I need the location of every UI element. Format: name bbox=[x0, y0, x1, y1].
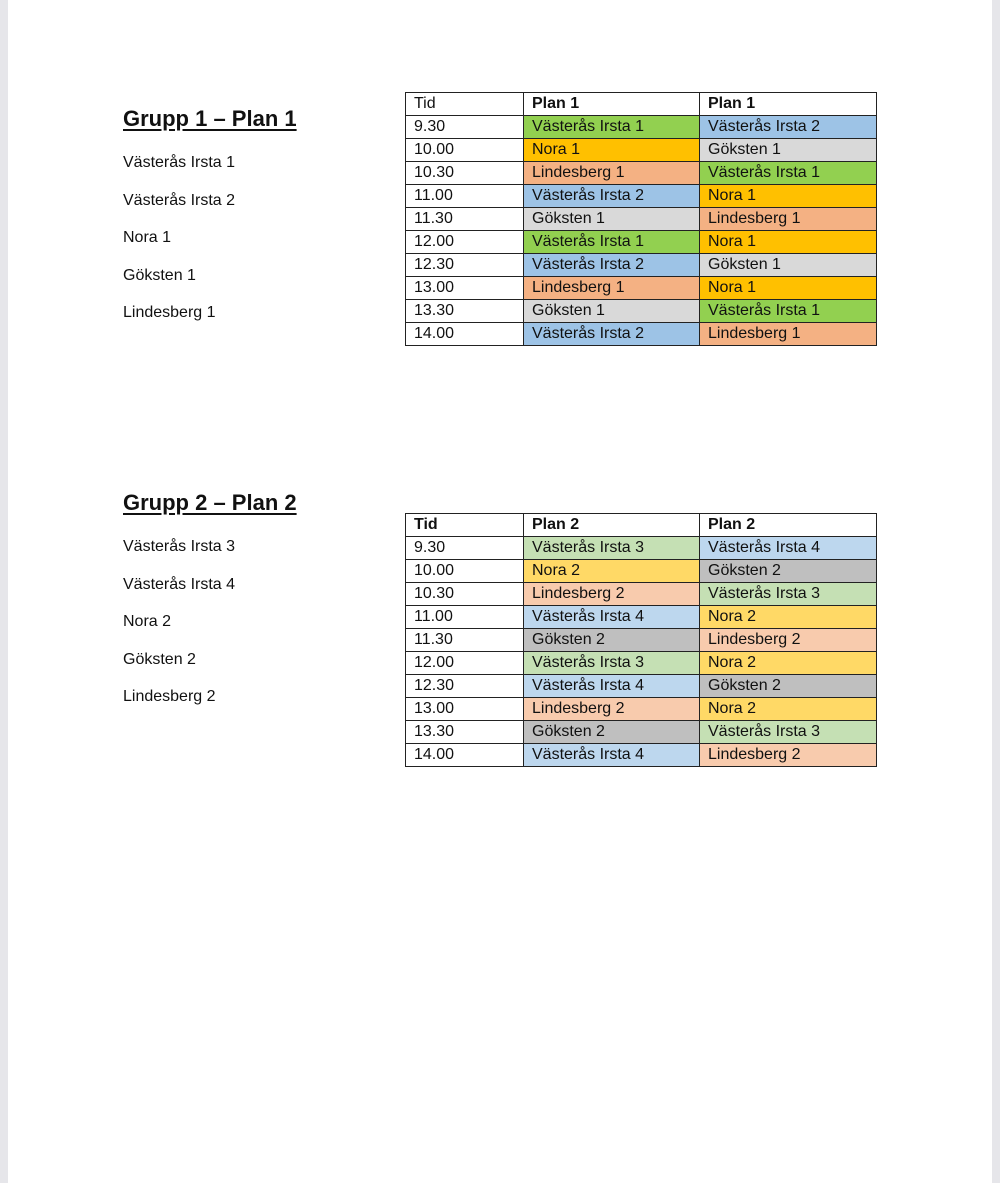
team-cell: Göksten 2 bbox=[524, 721, 700, 744]
column-header: Plan 2 bbox=[700, 514, 877, 537]
team-cell: Nora 2 bbox=[700, 606, 877, 629]
table-row bbox=[406, 698, 877, 721]
time-cell: 13.00 bbox=[406, 698, 524, 721]
table-row bbox=[406, 300, 877, 323]
time-cell: 12.00 bbox=[406, 231, 524, 254]
group-heading: Grupp 2 – Plan 2 bbox=[123, 490, 297, 515]
table-row bbox=[406, 139, 877, 162]
schedule-table bbox=[405, 92, 877, 346]
team-list bbox=[123, 538, 235, 726]
time-cell: 14.00 bbox=[406, 744, 524, 767]
team-list-item: Västerås Irsta 4 bbox=[123, 575, 236, 593]
table-row bbox=[406, 208, 877, 231]
team-cell: Göksten 2 bbox=[524, 629, 700, 652]
team-cell: Nora 1 bbox=[700, 277, 877, 300]
team-cell: Nora 2 bbox=[524, 560, 700, 583]
table-row bbox=[406, 254, 877, 277]
team-cell: Lindesberg 2 bbox=[700, 629, 877, 652]
group-section bbox=[8, 0, 992, 342]
team-list-item: Västerås Irsta 3 bbox=[123, 538, 236, 555]
team-cell: Västerås Irsta 3 bbox=[524, 537, 700, 560]
team-cell: Västerås Irsta 2 bbox=[524, 323, 700, 346]
time-cell: 9.30 bbox=[406, 537, 524, 560]
team-cell: Lindesberg 2 bbox=[700, 744, 877, 767]
time-cell: 12.30 bbox=[406, 254, 524, 277]
team-list-item: Nora 2 bbox=[123, 613, 172, 630]
team-list-item: Göksten 2 bbox=[123, 650, 196, 668]
time-cell: 10.30 bbox=[406, 162, 524, 185]
time-cell: 9.30 bbox=[406, 116, 524, 139]
team-cell: Göksten 1 bbox=[700, 254, 877, 277]
team-cell: Västerås Irsta 4 bbox=[524, 744, 700, 767]
column-header: Plan 1 bbox=[700, 93, 877, 116]
schedule-table bbox=[405, 513, 877, 767]
team-cell: Göksten 2 bbox=[700, 560, 877, 583]
table-row bbox=[406, 629, 877, 652]
team-cell: Lindesberg 1 bbox=[524, 277, 700, 300]
table-row bbox=[406, 583, 877, 606]
column-header: Plan 1 bbox=[524, 93, 700, 116]
team-cell: Västerås Irsta 1 bbox=[524, 231, 700, 254]
time-cell: 14.00 bbox=[406, 323, 524, 346]
team-cell: Göksten 2 bbox=[700, 675, 877, 698]
team-cell: Nora 1 bbox=[700, 185, 877, 208]
time-cell: 11.30 bbox=[406, 629, 524, 652]
team-list-item: Göksten 1 bbox=[123, 266, 196, 284]
team-cell: Västerås Irsta 3 bbox=[700, 721, 877, 744]
group-heading: Grupp 1 – Plan 1 bbox=[123, 106, 297, 131]
team-cell: Västerås Irsta 1 bbox=[700, 300, 877, 323]
document-page bbox=[8, 0, 992, 1183]
team-list bbox=[123, 154, 235, 342]
team-cell: Västerås Irsta 1 bbox=[700, 162, 877, 185]
time-cell: 10.00 bbox=[406, 560, 524, 583]
table-row bbox=[406, 323, 877, 346]
team-cell: Göksten 1 bbox=[524, 300, 700, 323]
table-row bbox=[406, 277, 877, 300]
team-cell: Lindesberg 2 bbox=[524, 698, 700, 721]
team-cell: Lindesberg 1 bbox=[524, 162, 700, 185]
table-row bbox=[406, 721, 877, 744]
team-cell: Västerås Irsta 4 bbox=[524, 675, 700, 698]
team-cell: Lindesberg 2 bbox=[524, 583, 700, 606]
time-cell: 11.00 bbox=[406, 185, 524, 208]
team-list-item: Lindesberg 1 bbox=[123, 304, 216, 321]
team-cell: Västerås Irsta 4 bbox=[524, 606, 700, 629]
table-row bbox=[406, 231, 877, 254]
table-row bbox=[406, 675, 877, 698]
time-cell: 12.00 bbox=[406, 652, 524, 675]
column-header: Tid bbox=[406, 514, 524, 537]
table-row bbox=[406, 652, 877, 675]
table-row bbox=[406, 116, 877, 139]
table-row bbox=[406, 537, 877, 560]
team-cell: Västerås Irsta 2 bbox=[524, 254, 700, 277]
time-cell: 13.30 bbox=[406, 300, 524, 323]
team-cell: Nora 2 bbox=[700, 652, 877, 675]
time-cell: 10.00 bbox=[406, 139, 524, 162]
time-cell: 11.00 bbox=[406, 606, 524, 629]
table-header-row bbox=[406, 93, 877, 116]
time-cell: 13.00 bbox=[406, 277, 524, 300]
team-cell: Västerås Irsta 2 bbox=[524, 185, 700, 208]
team-list-item: Nora 1 bbox=[123, 229, 172, 246]
time-cell: 10.30 bbox=[406, 583, 524, 606]
team-cell: Göksten 1 bbox=[524, 208, 700, 231]
table-row bbox=[406, 560, 877, 583]
team-cell: Västerås Irsta 1 bbox=[524, 116, 700, 139]
column-header: Tid bbox=[406, 93, 524, 116]
time-cell: 12.30 bbox=[406, 675, 524, 698]
team-cell: Lindesberg 1 bbox=[700, 208, 877, 231]
team-cell: Västerås Irsta 4 bbox=[700, 537, 877, 560]
time-cell: 13.30 bbox=[406, 721, 524, 744]
table-row bbox=[406, 744, 877, 767]
team-list-item: Lindesberg 2 bbox=[123, 688, 216, 705]
team-cell: Nora 2 bbox=[700, 698, 877, 721]
team-list-item: Västerås Irsta 2 bbox=[123, 191, 236, 209]
team-cell: Nora 1 bbox=[700, 231, 877, 254]
column-header: Plan 2 bbox=[524, 514, 700, 537]
team-cell: Västerås Irsta 3 bbox=[524, 652, 700, 675]
team-cell: Nora 1 bbox=[524, 139, 700, 162]
team-list-item: Västerås Irsta 1 bbox=[123, 154, 236, 171]
team-cell: Göksten 1 bbox=[700, 139, 877, 162]
table-header-row bbox=[406, 514, 877, 537]
time-cell: 11.30 bbox=[406, 208, 524, 231]
table-row bbox=[406, 185, 877, 208]
group-section bbox=[8, 420, 992, 763]
table-row bbox=[406, 606, 877, 629]
team-cell: Lindesberg 1 bbox=[700, 323, 877, 346]
team-cell: Västerås Irsta 3 bbox=[700, 583, 877, 606]
table-row bbox=[406, 162, 877, 185]
team-cell: Västerås Irsta 2 bbox=[700, 116, 877, 139]
